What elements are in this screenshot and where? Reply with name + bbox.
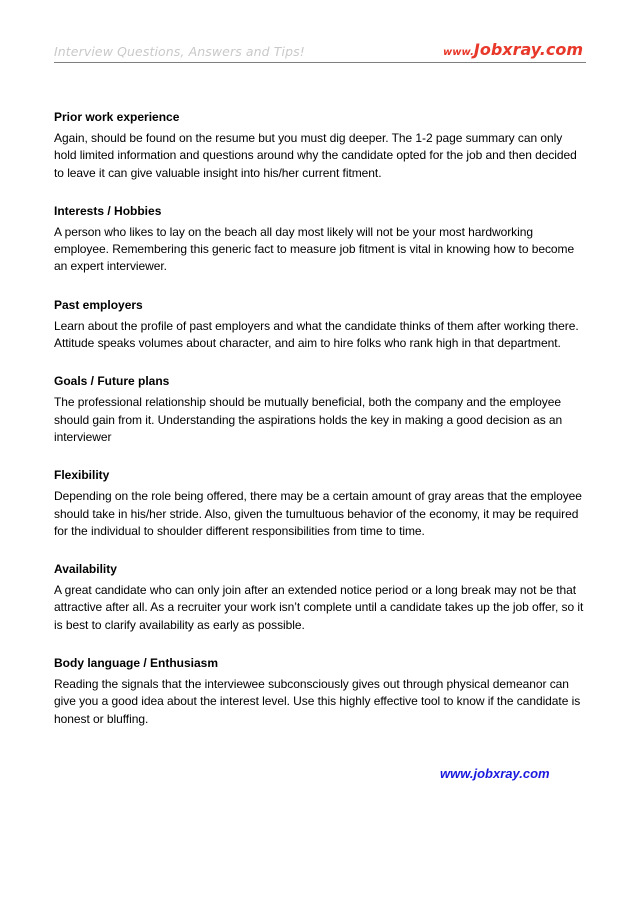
- section-title: Past employers: [54, 297, 143, 312]
- section-body: A person who likes to lay on the beach all day most likely will not be your most hardworking employee. Remembering this generic fact to measure job fitment is vital in knowing how to become an expert interviewer.: [54, 224, 575, 274]
- section-flexibility: [54, 468, 584, 540]
- footer-website-link[interactable]: www.jobxray.com: [440, 766, 550, 781]
- section-body-language-enthusiasm: [54, 656, 584, 728]
- section-interests-hobbies: [54, 204, 584, 276]
- section-title: Flexibility: [54, 468, 110, 483]
- section-title: Goals / Future plans: [54, 374, 170, 389]
- section-body: A great candidate who can only join after an extended notice period or a long break may not be that attractive after all. As a recruiter your work isn’t complete until a candidate takes up the job offer, so it is best to clarify availability as early as possible.: [54, 583, 584, 632]
- document-content: [54, 110, 584, 750]
- section-past-employers: [54, 298, 584, 353]
- header-tagline: Interview Questions, Answers and Tips!: [54, 44, 305, 59]
- section-body: Learn about the profile of past employers and what the candidate thinks of them after working there. Attitude speaks volumes about character, and aim to hire folks who rank high in that department.: [54, 318, 579, 351]
- section-body: Reading the signals that the interviewee subconsciously gives out through physical demeanor can give you a good idea about the interest level. Use this highly effective tool to know if the candidate is honest or bluffing.: [54, 677, 581, 726]
- header-site-prefix: www.: [443, 47, 474, 58]
- page-header: [54, 36, 586, 63]
- header-site-name: Jobxray.com: [473, 40, 583, 59]
- header-site-logo[interactable]: [443, 40, 583, 59]
- section-title: Body language / Enthusiasm: [54, 656, 219, 671]
- section-title: Availability: [54, 562, 117, 577]
- section-body: The professional relationship should be mutually beneficial, both the company and the employee should gain from it. Understanding the aspirations holds the key in making a good decision as an interviewer: [54, 395, 563, 444]
- section-title: Interests / Hobbies: [54, 203, 162, 218]
- section-availability: [54, 562, 584, 634]
- section-body: Depending on the role being offered, there may be a certain amount of gray areas that the employee should take in his/her stride. Also, given the tumultuous behavior of the economy, it may be required for the individual to shoulder different responsibilities from time to time.: [54, 489, 582, 538]
- section-goals-future-plans: [54, 374, 584, 446]
- section-body: Again, should be found on the resume but you must dig deeper. The 1-2 page summary can only hold limited information and questions around why the candidate opted for the job and then decided to leave it can give valuable insight into his/her current fitment.: [54, 131, 577, 180]
- section-title: Prior work experience: [54, 110, 180, 124]
- section-prior-work-experience: [54, 110, 584, 182]
